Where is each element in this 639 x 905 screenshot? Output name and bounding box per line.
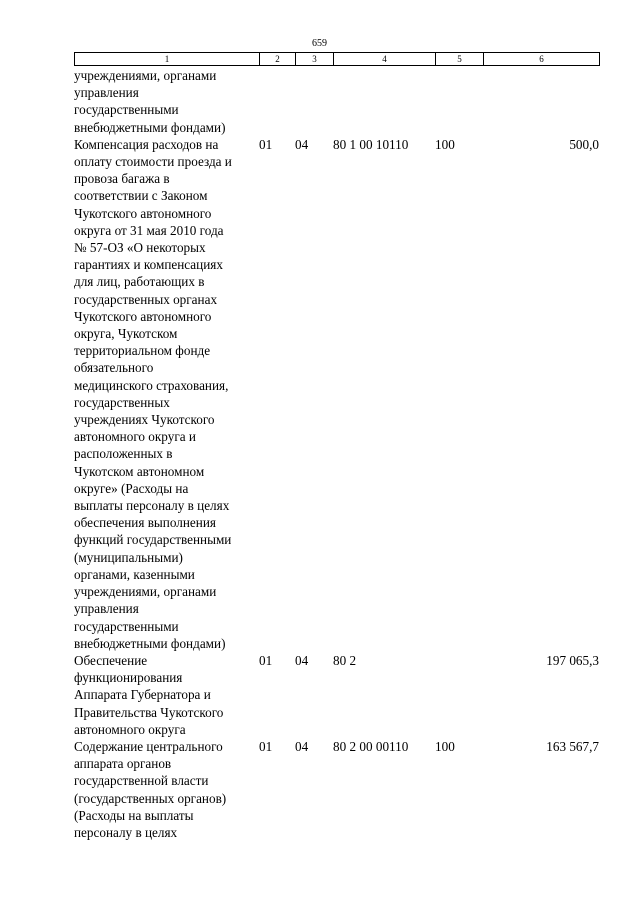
row-section: 01 (259, 738, 273, 754)
row-amount: 500,0 (569, 136, 599, 152)
row-target-article: 80 2 00 00110 (333, 738, 409, 754)
row-name (74, 136, 259, 652)
row-amount (483, 67, 599, 136)
column-header-3: 3 (296, 53, 334, 66)
row-expense-type: 100 (435, 738, 455, 754)
row-name (74, 652, 259, 738)
row-section (259, 67, 295, 136)
table-row (74, 67, 599, 136)
page-number: 659 (312, 38, 327, 49)
row-name-text: учреждениями, органами управления государственными внебюджетными фондами) (74, 68, 226, 135)
column-header-row (75, 53, 600, 66)
row-name (74, 738, 259, 841)
row-amount: 163 567,7 (546, 738, 599, 754)
row-expense-type: 100 (435, 136, 455, 152)
row-subsection: 04 (295, 738, 309, 754)
row-section: 01 (259, 652, 273, 668)
row-name (74, 67, 259, 136)
row-subsection: 04 (295, 136, 309, 152)
row-name-text: Компенсация расходов на оплату стоимости проезда и провоза багажа в соответствии с Законом Чукотского автономного округа от 31 мая 2010 года № 57-ОЗ «О некоторых гарантиях и компенсациях для лиц, работающих в государственных органах Чукотского автономного округа, Чукотском территориальном фонде обязательного медицинского страхования, государственных учреждениях Чукотского автономного округа и расположенных в Чукотском автономном округе» (Расходы на выплаты персоналу в целях обеспечения выполнения функций государственными (муниципальными) органами, казенными учреждениями, органами управления государственными внебюджетными фондами) (74, 136, 232, 651)
row-name-text: Обеспечение функционирования Аппарата Губернатора и Правительства Чукотского автономного округа (74, 652, 224, 737)
budget-table (74, 67, 599, 841)
row-expense-type (435, 67, 483, 136)
row-name-text: Содержание центрального аппарата органов государственной власти (государственных органов) (Расходы на выплаты персоналу в целях (74, 738, 227, 840)
column-header-2: 2 (260, 53, 296, 66)
row-target-article: 80 1 00 10110 (333, 136, 409, 152)
table-row (74, 136, 599, 652)
row-amount: 197 065,3 (546, 652, 599, 668)
column-header-table (74, 52, 600, 66)
row-target-article: 80 2 (333, 652, 357, 668)
column-header-4: 4 (334, 53, 436, 66)
column-header-6: 6 (484, 53, 600, 66)
row-section: 01 (259, 136, 273, 152)
row-subsection: 04 (295, 652, 309, 668)
row-expense-type (435, 652, 483, 738)
table-row (74, 652, 599, 738)
table-row (74, 738, 599, 841)
row-target-article (333, 67, 435, 136)
column-header-5: 5 (436, 53, 484, 66)
column-header-1: 1 (75, 53, 260, 66)
row-subsection (295, 67, 333, 136)
